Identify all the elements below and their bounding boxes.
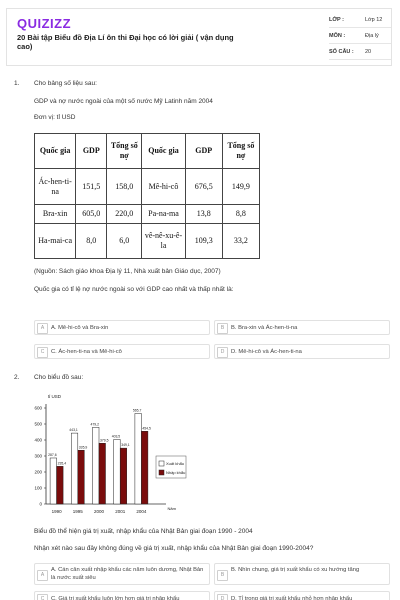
option-letter: C [37, 594, 48, 600]
x-tick-label: 1990 [51, 509, 62, 514]
y-tick-label: 600 [34, 405, 42, 411]
bar-import [99, 443, 106, 504]
subject-label: MÔN : [329, 33, 346, 39]
question-2-option-c[interactable] [34, 591, 210, 600]
y-tick-label: 100 [34, 485, 42, 491]
question-2-number: 2. [14, 374, 20, 381]
table-header-cell: Quốc gia [142, 134, 185, 169]
y-tick-label: 300 [34, 453, 42, 459]
table-cell: 158,0 [107, 169, 142, 204]
table-header-cell: Tổng số nợ [107, 134, 142, 169]
question-1-option-a[interactable] [34, 320, 210, 335]
meta-divider [329, 27, 391, 28]
question-1-intro: Cho bảng số liệu sau: [34, 80, 97, 87]
table-cell: 6,0 [107, 223, 142, 258]
option-text: B. Nhìn chung, giá trị xuất khẩu có xu hướng tăng [231, 567, 360, 573]
bar-value-label: 379,5 [100, 438, 109, 443]
option-text: D. Mê-hi-cô và Ác-hen-ti-na [231, 349, 302, 355]
subject-value: Địa lý [365, 33, 379, 39]
question-count-label: SỐ CÂU : [329, 49, 354, 55]
bar-export [135, 413, 142, 504]
table-cell: Mê-hi-cô [142, 169, 185, 204]
grade-label: LỚP : [329, 17, 344, 23]
option-text: A. Mê-hi-cô và Bra-xin [51, 325, 109, 331]
question-1-option-d[interactable] [214, 344, 390, 359]
table-row [35, 204, 260, 223]
question-2-option-b[interactable] [214, 563, 390, 585]
bar-export [114, 439, 121, 504]
table-cell: 676,5 [185, 169, 222, 204]
y-tick-label: 500 [34, 421, 42, 427]
worksheet-header [6, 8, 392, 66]
legend-label: Xuất khẩu [166, 461, 185, 467]
bar-import [57, 466, 64, 504]
question-1-number: 1. [14, 80, 20, 87]
y-axis-label: tỉ USD [48, 394, 62, 399]
y-tick-label: 400 [34, 437, 42, 443]
question-1-prompt: Quốc gia có tỉ lệ nợ nước ngoài so với GDP cao nhất và thấp nhất là: [34, 286, 234, 293]
table-cell: 151,5 [76, 169, 107, 204]
bar-value-label: 403,5 [111, 434, 121, 439]
table-cell: Ha-mai-ca [35, 223, 76, 258]
x-axis-label: Năm [167, 506, 176, 511]
meta-divider [329, 59, 391, 60]
bar-value-label: 335,9 [78, 445, 88, 450]
bar-import [78, 450, 85, 504]
question-1-source: (Nguồn: Sách giáo khoa Địa lý 11, Nhà xuất bản Giáo dục, 2007) [34, 268, 221, 275]
legend-swatch [159, 461, 164, 466]
table-cell: Ác-hen-ti-na [35, 169, 76, 204]
trade-bar-chart [22, 390, 202, 522]
legend-swatch [159, 470, 164, 475]
table-header-cell: Tổng số nợ [222, 134, 259, 169]
question-1-subtitle: GDP và nợ nước ngoài của một số nước Mỹ Latinh năm 2004 [34, 98, 213, 105]
table-row [35, 223, 260, 258]
table-cell: 220,0 [107, 204, 142, 223]
bar-value-label: 565,7 [132, 408, 142, 413]
meta-divider [329, 43, 391, 44]
table-cell: 109,3 [185, 223, 222, 258]
table-cell: 13,8 [185, 204, 222, 223]
bar-export [71, 433, 78, 504]
option-letter: D [217, 347, 228, 358]
y-tick-label: 200 [34, 469, 42, 475]
table-header-cell: Quốc gia [35, 134, 76, 169]
y-tick-label: 0 [39, 501, 42, 507]
option-text: D. Tỉ trọng giá trị xuất khẩu nhỏ hơn nhập khẩu [231, 596, 353, 600]
option-letter: D [217, 594, 228, 600]
bar-value-label: 349,1 [121, 443, 130, 448]
table-cell: vê-nê-xu-ê-la [142, 223, 185, 258]
question-count-value: 20 [365, 49, 372, 55]
question-2-option-a[interactable] [34, 563, 210, 585]
table-row [35, 169, 260, 204]
option-letter: C [37, 347, 48, 358]
table-header-cell: GDP [76, 134, 107, 169]
table-header-cell: GDP [185, 134, 222, 169]
bar-export [93, 427, 100, 504]
question-2-prompt: Nhận xét nào sau đây không đúng về giá trị xuất, nhập khẩu của Nhật Bản giai đoạn 1990-2004? [34, 545, 314, 552]
question-2-option-d[interactable] [214, 591, 390, 600]
bar-value-label: 287,6 [48, 452, 57, 457]
x-tick-label: 2000 [93, 509, 105, 514]
table-cell: 149,9 [222, 169, 259, 204]
bar-import [120, 448, 127, 504]
bar-export [50, 458, 57, 504]
gdp-debt-table [34, 133, 260, 259]
legend-label: Nhập khẩu [166, 470, 186, 476]
x-tick-label: 1995 [72, 509, 83, 514]
table-cell: Pa-na-ma [142, 204, 185, 223]
question-1-option-c[interactable] [34, 344, 210, 359]
grade-value: Lớp 12 [365, 17, 383, 23]
option-letter: A [37, 323, 48, 334]
question-1-unit: Đơn vị: tỉ USD [34, 114, 76, 121]
bar-value-label: 454,5 [142, 426, 151, 431]
x-tick-label: 2001 [115, 509, 126, 514]
bar-value-label: 443,1 [69, 428, 78, 433]
table-cell: 8,0 [76, 223, 107, 258]
question-2-intro: Cho biểu đồ sau: [34, 374, 84, 381]
option-text: B. Bra-xin và Ác-hen-ti-na [231, 325, 298, 331]
option-letter: B [217, 323, 228, 334]
table-cell: 33,2 [222, 223, 259, 258]
option-letter: B [217, 570, 228, 581]
option-text: C. Giá trị xuất khẩu luôn lớn hơn giá trị nhập khẩu [51, 596, 180, 600]
option-text: A. Cán cân xuất nhập khẩu các năm luôn dương, Nhật Bản là nước xuất siêu [51, 567, 204, 581]
quizizz-logo: QUIZIZZ [17, 16, 72, 31]
question-1-option-b[interactable] [214, 320, 390, 335]
option-letter: A [37, 570, 48, 581]
option-text: C. Ác-hen-ti-na và Mê-hi-cô [51, 349, 122, 355]
bar-value-label: 479,2 [90, 422, 99, 427]
bar-import [141, 431, 148, 504]
worksheet-title: 20 Bài tập Biểu đồ Địa Lí ôn thi Đại học có lời giải ( vận dụng cao) [17, 33, 234, 51]
table-cell: 8,8 [222, 204, 259, 223]
bar-value-label: 235,4 [57, 461, 67, 466]
table-header-row [35, 134, 260, 169]
question-2-caption: Biểu đồ thể hiện giá trị xuất, nhập khẩu của Nhật Bản giai đoạn 1990 - 2004 [34, 528, 253, 535]
x-tick-label: 2004 [136, 509, 147, 514]
table-cell: Bra-xin [35, 204, 76, 223]
table-cell: 605,0 [76, 204, 107, 223]
